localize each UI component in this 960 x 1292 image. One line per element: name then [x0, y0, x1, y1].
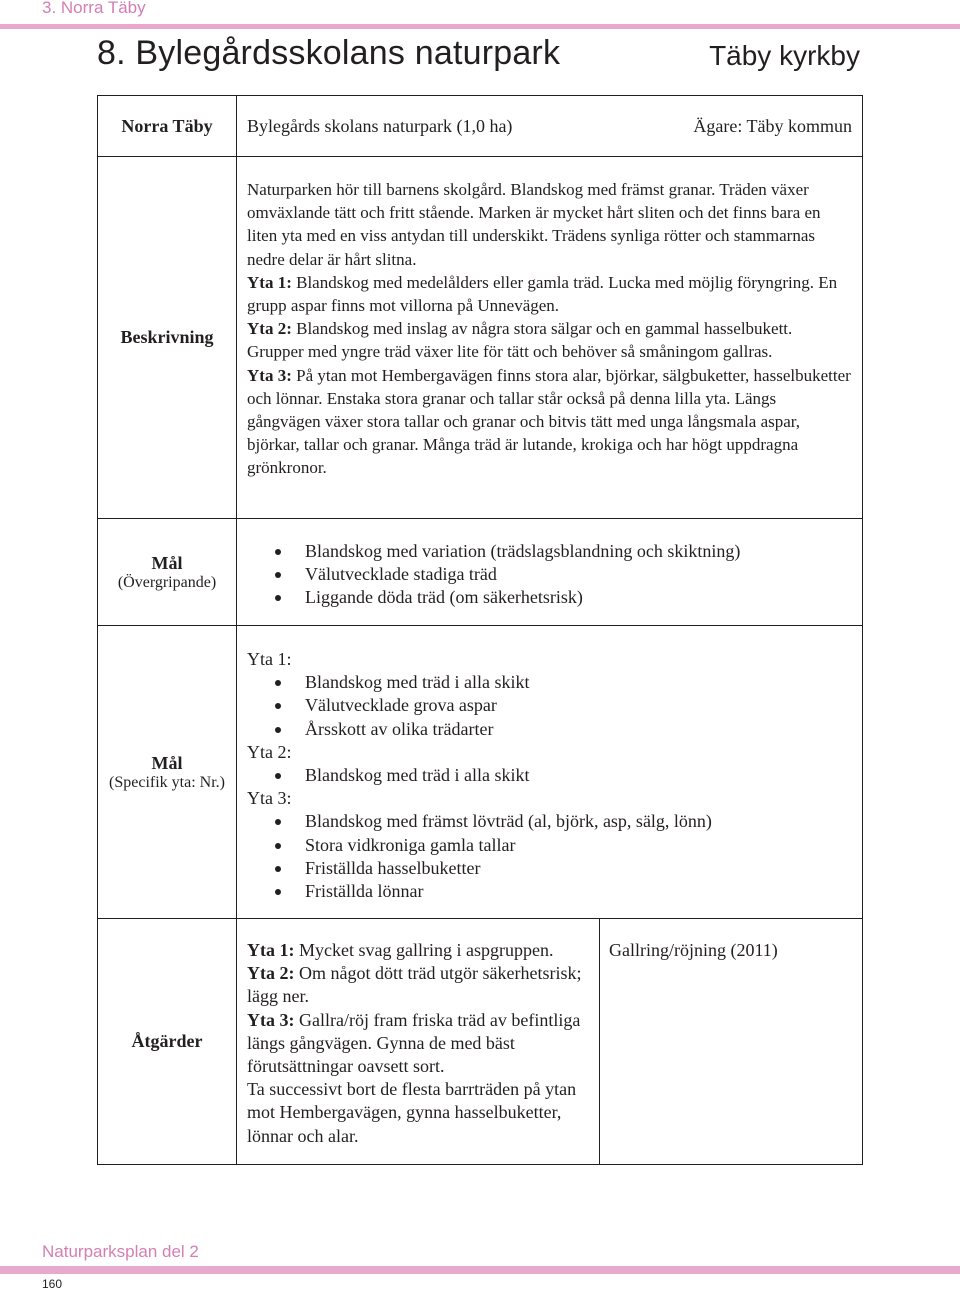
description-yta1: Yta 1: Blandskog med medelålders eller gamla träd. Lucka med möjlig föryngring. En grupp aspar finns mot villorna på Unnevägen.	[247, 272, 838, 316]
park-name: Bylegårds skolans naturpark (1,0 ha)	[247, 115, 513, 136]
location-label: Täby kyrkby	[709, 40, 860, 71]
actions-schedule: Gallring/röjning (2011)	[599, 919, 852, 1164]
action-yta3: Yta 3: Gallra/röj fram friska träd av befintliga längs gångvägen. Gynna de med bäst förutsättningar oavsett sort.	[247, 1009, 581, 1077]
list-item: Friställda hasselbuketter	[275, 857, 852, 880]
park-table	[97, 95, 863, 1165]
goal-general-row	[98, 519, 863, 626]
list-item: Blandskog med träd i alla skikt	[275, 671, 852, 694]
list-item: Friställda lönnar	[275, 880, 852, 903]
list-item: Årsskott av olika trädarter	[275, 718, 852, 741]
actions-cell	[237, 919, 863, 1165]
description-yta2: Yta 2: Blandskog med inslag av några stora sälgar och en gammal hasselbukett. Grupper med yngre träd växer lite för tätt och behöver så småningom gallras.	[247, 319, 793, 362]
goal-specific-row	[98, 626, 863, 919]
action-yta1: Yta 1: Mycket svag gallring i aspgruppen.	[247, 940, 554, 960]
goal-general-cell	[237, 519, 863, 626]
goal-general-label: Mål (Övergripande)	[98, 519, 237, 626]
owner-label: Ägare: Täby kommun	[693, 115, 852, 136]
description-yta3: Yta 3: På ytan mot Hembergavägen finns stora alar, björkar, sälgbuketter, hasselbuketter och lönnar. Enstaka stora granar och tallar står också på denna lilla yta. Längs gångvägen växer stora tallar och granar och bitvis tätt med unga långsmala aspar, björkar, tallar och granar. Många träd är lutande, krokiga och har högt uppdragna grönkronor.	[247, 365, 851, 478]
area-heading: Yta 3:	[247, 788, 292, 809]
page-number: 160	[42, 1277, 63, 1291]
page-title: 8. Bylegårdsskolans naturpark	[97, 34, 561, 72]
action-extra: Ta successivt bort de flesta barrträden på ytan mot Hembergavägen, gynna hasselbuketter, lönnar och alar.	[247, 1079, 577, 1146]
info-cell	[237, 96, 863, 157]
description-intro: Naturparken hör till barnens skolgård. Blandskog med främst granar. Träden växer omväxlande tätt och fritt stående. Marken är mycket hårt sliten och det finns bara en liten yta med en viss antydan till underskikt. Trädens synliga rötter och stammarnas nedre delar är hårt slitna.	[247, 180, 821, 269]
goal-specific-cell	[237, 626, 863, 919]
bottom-divider	[0, 1266, 960, 1274]
list-item: Blandskog med träd i alla skikt	[275, 764, 852, 787]
list-item: Stora vidkroniga gamla tallar	[275, 834, 852, 857]
list-item: Blandskog med variation (trädslagsblandning och skiktning)	[275, 540, 852, 563]
top-divider	[0, 24, 960, 29]
info-row	[98, 96, 863, 157]
area-heading: Yta 1:	[247, 649, 292, 669]
list-item: Liggande döda träd (om säkerhetsrisk)	[275, 586, 852, 609]
list-item: Blandskog med främst lövträd (al, björk, asp, sälg, lönn)	[275, 810, 852, 833]
goal-specific-label: Mål (Specifik yta: Nr.)	[98, 626, 237, 919]
list-item: Välutvecklade stadiga träd	[275, 563, 852, 586]
action-yta2: Yta 2: Om något dött träd utgör säkerhetsrisk; lägg ner.	[247, 963, 582, 1007]
area-heading: Yta 2:	[247, 741, 292, 762]
description-cell	[237, 157, 863, 519]
actions-row	[98, 919, 863, 1165]
actions-label: Åtgärder	[98, 919, 237, 1165]
section-label: 3. Norra Täby	[42, 0, 146, 17]
area-cell: Norra Täby	[98, 96, 237, 157]
footer-title: Naturparksplan del 2	[42, 1242, 199, 1261]
actions-list	[247, 939, 599, 1164]
description-label: Beskrivning	[98, 157, 237, 519]
description-row	[98, 157, 863, 519]
list-item: Välutvecklade grova aspar	[275, 694, 852, 717]
